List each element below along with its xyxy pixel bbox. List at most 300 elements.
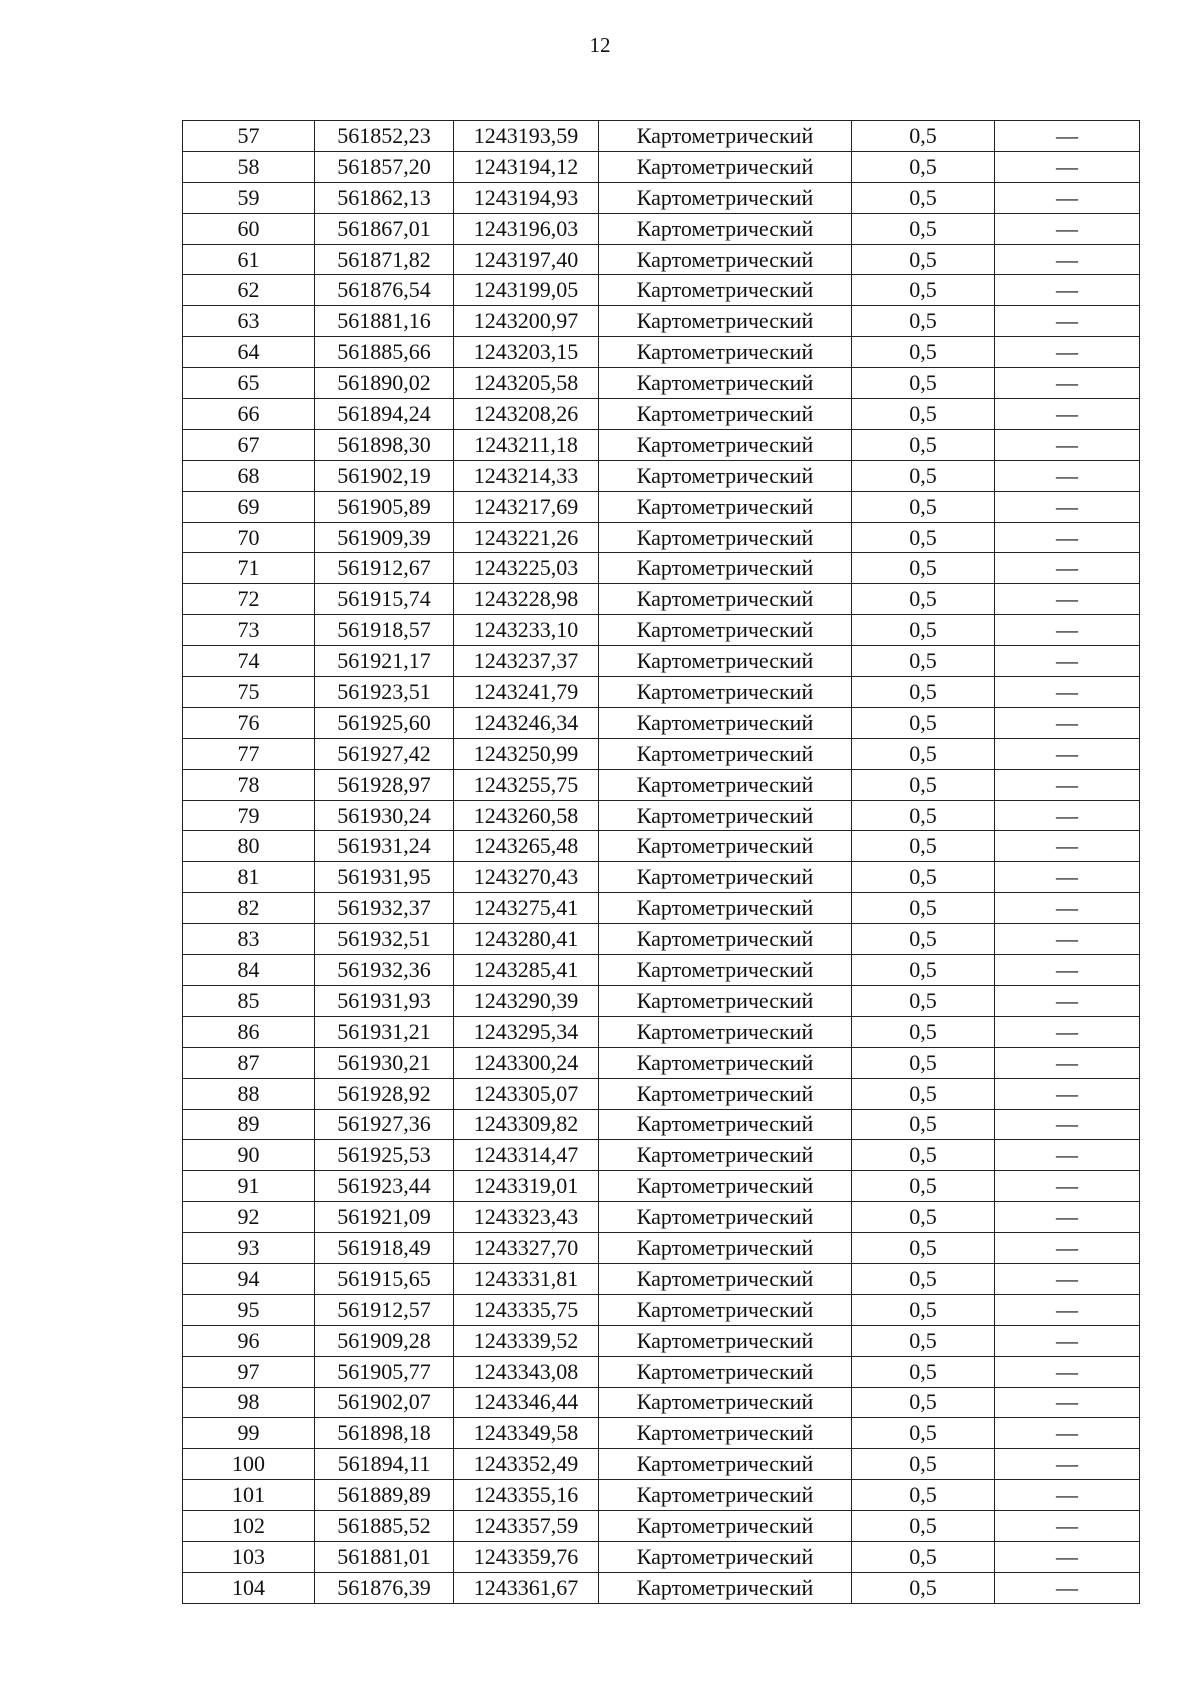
x-coordinate-cell: 561925,60 [315,707,454,738]
point-number-cell: 69 [183,491,315,522]
table-row [183,769,1140,800]
description-cell: — [995,553,1140,584]
y-coordinate-cell: 1243323,43 [454,1202,599,1233]
table-row [183,955,1140,986]
point-number-cell: 79 [183,800,315,831]
x-coordinate-cell: 561898,30 [315,429,454,460]
description-cell: — [995,738,1140,769]
description-cell: — [995,1047,1140,1078]
y-coordinate-cell: 1243260,58 [454,800,599,831]
description-cell: — [995,677,1140,708]
y-coordinate-cell: 1243359,76 [454,1541,599,1572]
y-coordinate-cell: 1243305,07 [454,1078,599,1109]
method-cell: Картометрический [599,800,852,831]
x-coordinate-cell: 561923,51 [315,677,454,708]
x-coordinate-cell: 561932,36 [315,955,454,986]
table-row [183,1449,1140,1480]
x-coordinate-cell: 561867,01 [315,213,454,244]
method-cell: Картометрический [599,151,852,182]
point-number-cell: 101 [183,1480,315,1511]
table-row [183,306,1140,337]
point-number-cell: 75 [183,677,315,708]
x-coordinate-cell: 561862,13 [315,182,454,213]
description-cell: — [995,399,1140,430]
accuracy-cell: 0,5 [852,1541,995,1572]
y-coordinate-cell: 1243314,47 [454,1140,599,1171]
description-cell: — [995,1387,1140,1418]
description-cell: — [995,1233,1140,1264]
table-row [183,491,1140,522]
y-coordinate-cell: 1243233,10 [454,615,599,646]
point-number-cell: 65 [183,368,315,399]
y-coordinate-cell: 1243295,34 [454,1016,599,1047]
description-cell: — [995,1356,1140,1387]
table-row [183,1109,1140,1140]
point-number-cell: 84 [183,955,315,986]
method-cell: Картометрический [599,1387,852,1418]
y-coordinate-cell: 1243339,52 [454,1325,599,1356]
x-coordinate-cell: 561921,09 [315,1202,454,1233]
table-row [183,1572,1140,1603]
y-coordinate-cell: 1243357,59 [454,1511,599,1542]
description-cell: — [995,1511,1140,1542]
description-cell: — [995,584,1140,615]
table-row [183,1263,1140,1294]
table-row [183,1016,1140,1047]
description-cell: — [995,1325,1140,1356]
accuracy-cell: 0,5 [852,584,995,615]
description-cell: — [995,151,1140,182]
y-coordinate-cell: 1243241,79 [454,677,599,708]
x-coordinate-cell: 561912,67 [315,553,454,584]
accuracy-cell: 0,5 [852,460,995,491]
point-number-cell: 73 [183,615,315,646]
description-cell: — [995,244,1140,275]
point-number-cell: 102 [183,1511,315,1542]
y-coordinate-cell: 1243194,93 [454,182,599,213]
description-cell: — [995,460,1140,491]
y-coordinate-cell: 1243335,75 [454,1294,599,1325]
table-row [183,924,1140,955]
table-row [183,151,1140,182]
description-cell: — [995,1449,1140,1480]
method-cell: Картометрический [599,955,852,986]
description-cell: — [995,121,1140,152]
x-coordinate-cell: 561918,49 [315,1233,454,1264]
y-coordinate-cell: 1243228,98 [454,584,599,615]
y-coordinate-cell: 1243309,82 [454,1109,599,1140]
description-cell: — [995,182,1140,213]
method-cell: Картометрический [599,1233,852,1264]
accuracy-cell: 0,5 [852,151,995,182]
x-coordinate-cell: 561890,02 [315,368,454,399]
x-coordinate-cell: 561915,65 [315,1263,454,1294]
y-coordinate-cell: 1243221,26 [454,522,599,553]
y-coordinate-cell: 1243246,34 [454,707,599,738]
table-row [183,738,1140,769]
accuracy-cell: 0,5 [852,1480,995,1511]
y-coordinate-cell: 1243280,41 [454,924,599,955]
point-number-cell: 82 [183,893,315,924]
accuracy-cell: 0,5 [852,1233,995,1264]
method-cell: Картометрический [599,584,852,615]
y-coordinate-cell: 1243250,99 [454,738,599,769]
x-coordinate-cell: 561876,39 [315,1572,454,1603]
table-row [183,707,1140,738]
point-number-cell: 70 [183,522,315,553]
page-number: 12 [589,33,611,57]
x-coordinate-cell: 561927,36 [315,1109,454,1140]
point-number-cell: 94 [183,1263,315,1294]
x-coordinate-cell: 561881,01 [315,1541,454,1572]
y-coordinate-cell: 1243217,69 [454,491,599,522]
table-body [183,121,1140,1604]
method-cell: Картометрический [599,769,852,800]
accuracy-cell: 0,5 [852,337,995,368]
y-coordinate-cell: 1243205,58 [454,368,599,399]
point-number-cell: 99 [183,1418,315,1449]
x-coordinate-cell: 561909,28 [315,1325,454,1356]
point-number-cell: 87 [183,1047,315,1078]
point-number-cell: 57 [183,121,315,152]
accuracy-cell: 0,5 [852,1572,995,1603]
accuracy-cell: 0,5 [852,213,995,244]
method-cell: Картометрический [599,1449,852,1480]
table-row [183,1356,1140,1387]
table-row [183,1480,1140,1511]
point-number-cell: 64 [183,337,315,368]
x-coordinate-cell: 561931,24 [315,831,454,862]
y-coordinate-cell: 1243327,70 [454,1233,599,1264]
method-cell: Картометрический [599,306,852,337]
description-cell: — [995,1140,1140,1171]
point-number-cell: 66 [183,399,315,430]
x-coordinate-cell: 561894,24 [315,399,454,430]
accuracy-cell: 0,5 [852,1387,995,1418]
table-row [183,985,1140,1016]
y-coordinate-cell: 1243270,43 [454,862,599,893]
table-row [183,893,1140,924]
y-coordinate-cell: 1243265,48 [454,831,599,862]
description-cell: — [995,893,1140,924]
point-number-cell: 78 [183,769,315,800]
accuracy-cell: 0,5 [852,182,995,213]
method-cell: Картометрический [599,1171,852,1202]
y-coordinate-cell: 1243355,16 [454,1480,599,1511]
point-number-cell: 88 [183,1078,315,1109]
method-cell: Картометрический [599,1202,852,1233]
table-row [183,800,1140,831]
x-coordinate-cell: 561931,93 [315,985,454,1016]
y-coordinate-cell: 1243200,97 [454,306,599,337]
table-row [183,244,1140,275]
accuracy-cell: 0,5 [852,121,995,152]
description-cell: — [995,1572,1140,1603]
method-cell: Картометрический [599,1511,852,1542]
accuracy-cell: 0,5 [852,1109,995,1140]
x-coordinate-cell: 561921,17 [315,646,454,677]
point-number-cell: 72 [183,584,315,615]
accuracy-cell: 0,5 [852,1016,995,1047]
point-number-cell: 80 [183,831,315,862]
accuracy-cell: 0,5 [852,615,995,646]
description-cell: — [995,955,1140,986]
method-cell: Картометрический [599,121,852,152]
method-cell: Картометрический [599,1541,852,1572]
table-row [183,1078,1140,1109]
table-row [183,1511,1140,1542]
x-coordinate-cell: 561905,77 [315,1356,454,1387]
description-cell: — [995,368,1140,399]
accuracy-cell: 0,5 [852,429,995,460]
table-row [183,522,1140,553]
point-number-cell: 63 [183,306,315,337]
description-cell: — [995,491,1140,522]
point-number-cell: 62 [183,275,315,306]
y-coordinate-cell: 1243352,49 [454,1449,599,1480]
x-coordinate-cell: 561852,23 [315,121,454,152]
point-number-cell: 85 [183,985,315,1016]
x-coordinate-cell: 561881,16 [315,306,454,337]
method-cell: Картометрический [599,429,852,460]
accuracy-cell: 0,5 [852,522,995,553]
accuracy-cell: 0,5 [852,677,995,708]
description-cell: — [995,769,1140,800]
table-row [183,584,1140,615]
method-cell: Картометрический [599,738,852,769]
method-cell: Картометрический [599,491,852,522]
x-coordinate-cell: 561931,95 [315,862,454,893]
description-cell: — [995,337,1140,368]
description-cell: — [995,1418,1140,1449]
x-coordinate-cell: 561915,74 [315,584,454,615]
point-number-cell: 90 [183,1140,315,1171]
method-cell: Картометрический [599,862,852,893]
accuracy-cell: 0,5 [852,831,995,862]
x-coordinate-cell: 561930,24 [315,800,454,831]
description-cell: — [995,1171,1140,1202]
point-number-cell: 77 [183,738,315,769]
method-cell: Картометрический [599,522,852,553]
x-coordinate-cell: 561932,37 [315,893,454,924]
table-row [183,460,1140,491]
accuracy-cell: 0,5 [852,646,995,677]
point-number-cell: 60 [183,213,315,244]
y-coordinate-cell: 1243361,67 [454,1572,599,1603]
x-coordinate-cell: 561898,18 [315,1418,454,1449]
method-cell: Картометрический [599,553,852,584]
table-row [183,121,1140,152]
point-number-cell: 81 [183,862,315,893]
method-cell: Картометрический [599,368,852,399]
point-number-cell: 98 [183,1387,315,1418]
method-cell: Картометрический [599,1356,852,1387]
description-cell: — [995,1541,1140,1572]
method-cell: Картометрический [599,924,852,955]
method-cell: Картометрический [599,646,852,677]
method-cell: Картометрический [599,337,852,368]
table-row [183,1047,1140,1078]
point-number-cell: 89 [183,1109,315,1140]
accuracy-cell: 0,5 [852,985,995,1016]
accuracy-cell: 0,5 [852,399,995,430]
x-coordinate-cell: 561894,11 [315,1449,454,1480]
method-cell: Картометрический [599,1078,852,1109]
accuracy-cell: 0,5 [852,1140,995,1171]
description-cell: — [995,615,1140,646]
method-cell: Картометрический [599,244,852,275]
x-coordinate-cell: 561909,39 [315,522,454,553]
method-cell: Картометрический [599,182,852,213]
accuracy-cell: 0,5 [852,800,995,831]
description-cell: — [995,429,1140,460]
method-cell: Картометрический [599,707,852,738]
description-cell: — [995,862,1140,893]
method-cell: Картометрический [599,1109,852,1140]
y-coordinate-cell: 1243237,37 [454,646,599,677]
accuracy-cell: 0,5 [852,1325,995,1356]
description-cell: — [995,707,1140,738]
accuracy-cell: 0,5 [852,491,995,522]
point-number-cell: 100 [183,1449,315,1480]
accuracy-cell: 0,5 [852,955,995,986]
y-coordinate-cell: 1243319,01 [454,1171,599,1202]
method-cell: Картометрический [599,460,852,491]
method-cell: Картометрический [599,1263,852,1294]
point-number-cell: 71 [183,553,315,584]
y-coordinate-cell: 1243255,75 [454,769,599,800]
accuracy-cell: 0,5 [852,1047,995,1078]
method-cell: Картометрический [599,1294,852,1325]
y-coordinate-cell: 1243343,08 [454,1356,599,1387]
x-coordinate-cell: 561905,89 [315,491,454,522]
accuracy-cell: 0,5 [852,1171,995,1202]
accuracy-cell: 0,5 [852,893,995,924]
description-cell: — [995,1263,1140,1294]
y-coordinate-cell: 1243211,18 [454,429,599,460]
accuracy-cell: 0,5 [852,1449,995,1480]
description-cell: — [995,1016,1140,1047]
point-number-cell: 92 [183,1202,315,1233]
x-coordinate-cell: 561885,66 [315,337,454,368]
accuracy-cell: 0,5 [852,553,995,584]
table-row [183,399,1140,430]
table-row [183,1233,1140,1264]
description-cell: — [995,1480,1140,1511]
description-cell: — [995,985,1140,1016]
y-coordinate-cell: 1243225,03 [454,553,599,584]
x-coordinate-cell: 561889,89 [315,1480,454,1511]
method-cell: Картометрический [599,399,852,430]
point-number-cell: 58 [183,151,315,182]
point-number-cell: 96 [183,1325,315,1356]
table-row [183,862,1140,893]
point-number-cell: 68 [183,460,315,491]
accuracy-cell: 0,5 [852,862,995,893]
y-coordinate-cell: 1243214,33 [454,460,599,491]
table-row [183,368,1140,399]
x-coordinate-cell: 561927,42 [315,738,454,769]
y-coordinate-cell: 1243331,81 [454,1263,599,1294]
y-coordinate-cell: 1243208,26 [454,399,599,430]
method-cell: Картометрический [599,1047,852,1078]
method-cell: Картометрический [599,1480,852,1511]
method-cell: Картометрический [599,677,852,708]
accuracy-cell: 0,5 [852,1356,995,1387]
method-cell: Картометрический [599,831,852,862]
x-coordinate-cell: 561931,21 [315,1016,454,1047]
accuracy-cell: 0,5 [852,738,995,769]
description-cell: — [995,1109,1140,1140]
table-row [183,429,1140,460]
accuracy-cell: 0,5 [852,368,995,399]
method-cell: Картометрический [599,893,852,924]
description-cell: — [995,275,1140,306]
x-coordinate-cell: 561932,51 [315,924,454,955]
point-number-cell: 86 [183,1016,315,1047]
description-cell: — [995,522,1140,553]
description-cell: — [995,213,1140,244]
y-coordinate-cell: 1243290,39 [454,985,599,1016]
point-number-cell: 74 [183,646,315,677]
y-coordinate-cell: 1243349,58 [454,1418,599,1449]
method-cell: Картометрический [599,985,852,1016]
accuracy-cell: 0,5 [852,769,995,800]
table-row [183,1387,1140,1418]
y-coordinate-cell: 1243193,59 [454,121,599,152]
x-coordinate-cell: 561912,57 [315,1294,454,1325]
y-coordinate-cell: 1243275,41 [454,893,599,924]
description-cell: — [995,831,1140,862]
y-coordinate-cell: 1243194,12 [454,151,599,182]
point-number-cell: 104 [183,1572,315,1603]
point-number-cell: 103 [183,1541,315,1572]
x-coordinate-cell: 561930,21 [315,1047,454,1078]
table-row [183,1140,1140,1171]
accuracy-cell: 0,5 [852,707,995,738]
y-coordinate-cell: 1243199,05 [454,275,599,306]
point-number-cell: 76 [183,707,315,738]
method-cell: Картометрический [599,213,852,244]
accuracy-cell: 0,5 [852,1263,995,1294]
table-row [183,615,1140,646]
table-row [183,831,1140,862]
point-number-cell: 59 [183,182,315,213]
y-coordinate-cell: 1243300,24 [454,1047,599,1078]
accuracy-cell: 0,5 [852,306,995,337]
accuracy-cell: 0,5 [852,1511,995,1542]
method-cell: Картометрический [599,1140,852,1171]
x-coordinate-cell: 561902,07 [315,1387,454,1418]
table-row [183,182,1140,213]
accuracy-cell: 0,5 [852,275,995,306]
description-cell: — [995,1078,1140,1109]
table-row [183,553,1140,584]
y-coordinate-cell: 1243285,41 [454,955,599,986]
point-number-cell: 93 [183,1233,315,1264]
accuracy-cell: 0,5 [852,1078,995,1109]
method-cell: Картометрический [599,1325,852,1356]
y-coordinate-cell: 1243346,44 [454,1387,599,1418]
x-coordinate-cell: 561871,82 [315,244,454,275]
table-row [183,1325,1140,1356]
point-number-cell: 61 [183,244,315,275]
method-cell: Картометрический [599,1016,852,1047]
table-row [183,275,1140,306]
method-cell: Картометрический [599,1418,852,1449]
accuracy-cell: 0,5 [852,1418,995,1449]
x-coordinate-cell: 561918,57 [315,615,454,646]
